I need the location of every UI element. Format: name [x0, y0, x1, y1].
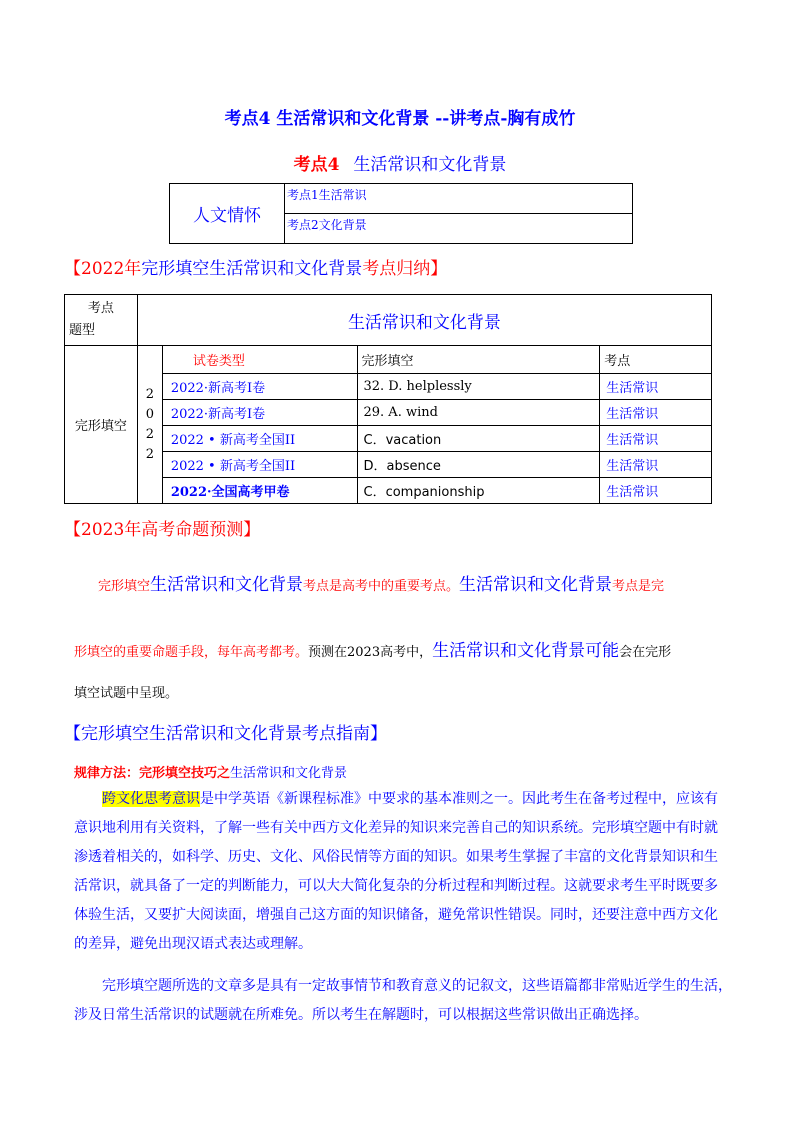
- row-label: 完形填空: [65, 346, 138, 504]
- col-header: 考点: [600, 346, 712, 374]
- table-row: 2022·全国高考甲卷 C．companionship 生活常识: [65, 478, 712, 504]
- table-row: 2022·新高考I卷 29. A. wind 生活常识: [65, 400, 712, 426]
- body-paragraph-1: 跨文化思考意识是中学英语《新课程标准》中要求的基本准则之一。因此考生在备考过程中，应该有 意识地利用有关资料，了解一些有关中西方文化差异的知识来完善自己的知识系统。完形填空题中有时就 渗透着相关的，如科学、历史、文化、风俗民情等方面的知识。如果考生掌握了丰富的文化背景知识和生 活常识，就具备了一定的判断能力，可以大大简化复杂的分析过程和判断过程。这就要求考生平时既要多 体验生活，又要扩大阅读面，增强自己这方面的知识储备，避免常识性错误。同时，还要注意中西方文化 的差异，避免出现汉语式表达或理解。: [74, 791, 718, 952]
- table-row: 2022 • 新高考全国II C．vacation 生活常识: [65, 426, 712, 452]
- summary-heading: 【2022年完形填空生活常识和文化背景考点归纳】: [64, 259, 448, 279]
- forecast-line-3: 填空试题中呈现。: [74, 686, 179, 701]
- forecast-line-1: 完形填空生活常识和文化背景考点是高考中的重要考点。生活常识和文化背景考点是完: [98, 575, 665, 595]
- subtitle-text: 生活常识和文化背景: [353, 155, 507, 175]
- topic-category: 人文情怀: [170, 184, 285, 244]
- corner-top: 考点: [87, 301, 114, 316]
- page-title: 考点4 生活常识和文化背景 --讲考点-胸有成竹: [224, 109, 576, 129]
- corner-bottom: 题型: [69, 323, 96, 338]
- method-line: 规律方法：完形填空技巧之生活常识和文化背景: [74, 766, 348, 781]
- table-row: 2022·新高考I卷 32. D. helplessly 生活常识: [65, 374, 712, 400]
- table-header: 生活常识和文化背景: [137, 295, 711, 346]
- body-paragraph-2: 完形填空题所选的文章多是具有一定故事情节和教育意义的记叙文，这些语篇都非常贴近学生的生活， 涉及日常生活常识的试题就在所难免。所以考生在解题时，可以根据这些常识做出正确选择。: [74, 978, 732, 1023]
- col-header: 试卷类型: [162, 346, 357, 374]
- table-row: 2022 • 新高考全国II D．absence 生活常识: [65, 452, 712, 478]
- year-label: 2 0 2 2: [137, 346, 162, 504]
- highlight-term: 跨文化思考意识: [102, 791, 200, 807]
- topic-item: 考点1生活常识: [285, 184, 633, 214]
- topic-table: [169, 183, 633, 244]
- guide-heading: 【完形填空生活常识和文化背景考点指南】: [64, 724, 387, 744]
- forecast-line-2: 形填空的重要命题手段，每年高考都考。预测在2023高考中，生活常识和文化背景可能会在完形: [74, 641, 672, 661]
- forecast-heading: 【2023年高考命题预测】: [64, 520, 261, 540]
- topic-subtitle: [0, 150, 800, 175]
- exam-table: [64, 294, 712, 504]
- topic-item: 考点2文化背景: [285, 214, 633, 244]
- subtitle-label: 考点4: [293, 155, 340, 175]
- col-header: 完形填空: [357, 346, 600, 374]
- table-corner: [65, 295, 138, 346]
